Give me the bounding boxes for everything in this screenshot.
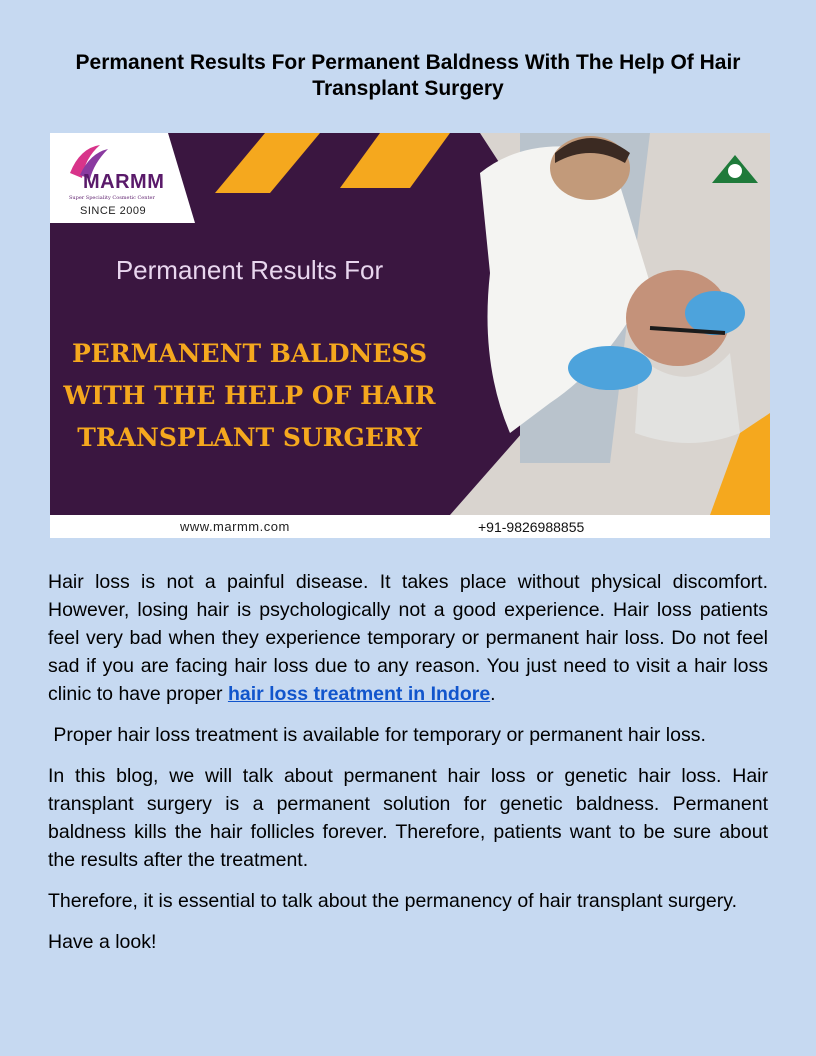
orange-stripe-top-2 — [340, 133, 450, 188]
phone-number: +91-9826988855 — [478, 519, 585, 535]
paragraph-1 — [48, 568, 768, 708]
article-body — [48, 568, 768, 969]
banner-footer — [50, 515, 770, 538]
paragraph-1-text: Hair loss is not a painful disease. It takes place without physical discomfort. However, losing hair is psychologically not a good experience. Hair loss patients feel very bad when they experience temporary or permanent hair loss. Do not feel sad if you are facing hair loss due to any reason. You just need to visit a hair loss clinic to have proper — [48, 571, 768, 705]
brand-subtitle: Super Speciality Cosmetic Center — [69, 195, 155, 201]
glove-right — [685, 291, 745, 335]
banner-tagline: Permanent Results For — [115, 255, 384, 285]
brand-since: SINCE 2009 — [80, 205, 147, 217]
paragraph-3: In this blog, we will talk about permanent hair loss or genetic hair loss. Hair transplant surgery is a permanent solution for genetic baldness. Permanent baldness kills the hair follicles forever. Therefore, patients want to be sure about the results after the treatment. — [48, 765, 768, 871]
website-url: www.marmm.com — [180, 519, 290, 534]
brand-name: MARMM — [83, 171, 165, 193]
glove-left — [568, 346, 652, 390]
hero-banner — [50, 133, 770, 538]
paragraph-4: Therefore, it is essential to talk about the permanency of hair transplant surgery. — [48, 890, 737, 912]
document-title: Permanent Results For Permanent Baldness With The Help Of Hair Transplant Surgery — [75, 51, 741, 100]
paragraph-2: Proper hair loss treatment is available for temporary or permanent hair loss. — [48, 724, 706, 746]
orange-stripe-top-1 — [215, 133, 320, 193]
banner-headline: PERMANENT BALDNESS WITH THE HELP OF HAIR TRANSPLANT SURGERY — [63, 339, 436, 452]
paragraph-5: Have a look! — [48, 931, 157, 953]
hair-loss-treatment-link[interactable]: hair loss treatment in Indore — [227, 683, 491, 705]
brand-block — [50, 133, 195, 223]
paragraph-1-end: . — [490, 683, 496, 705]
